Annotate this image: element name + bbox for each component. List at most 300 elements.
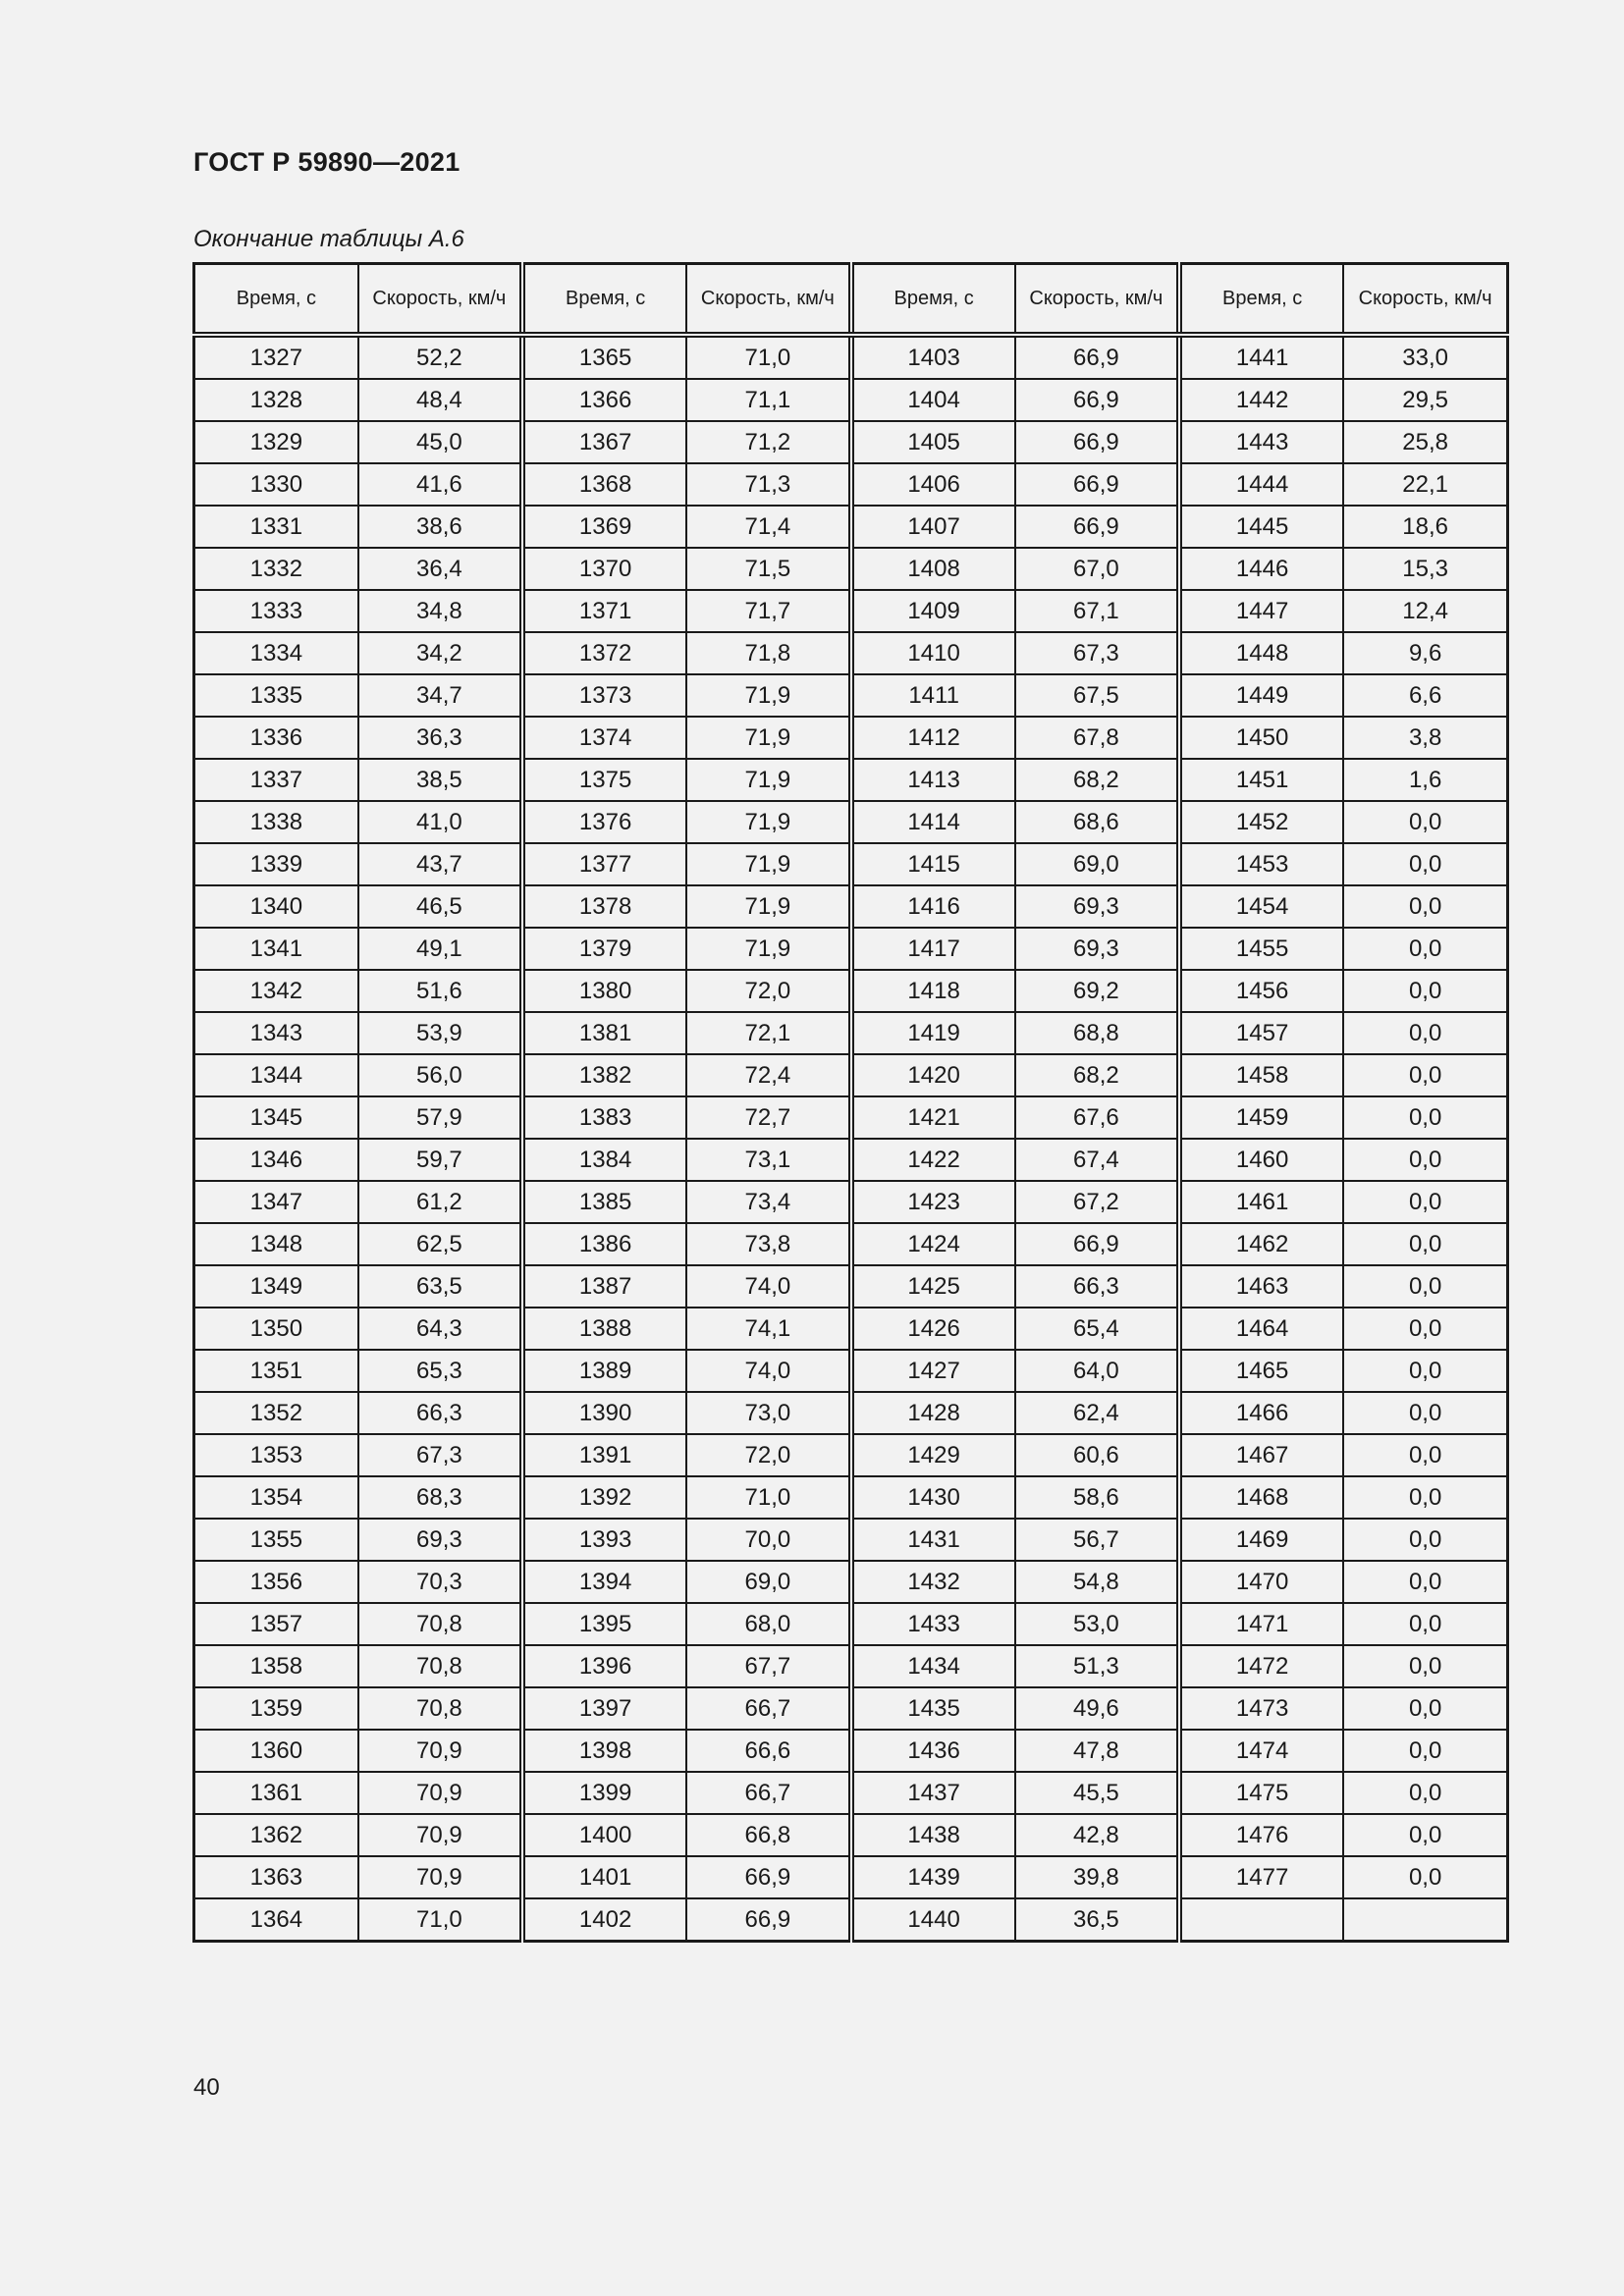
- time-cell: 1327: [194, 335, 358, 379]
- time-cell: 1465: [1179, 1350, 1343, 1392]
- time-speed-table: [192, 262, 1509, 1943]
- time-cell: 1452: [1179, 801, 1343, 843]
- time-cell: 1448: [1179, 632, 1343, 674]
- time-cell: 1405: [851, 421, 1015, 463]
- time-cell: 1411: [851, 674, 1015, 717]
- table-row: [194, 1730, 1508, 1772]
- time-cell: 1350: [194, 1308, 358, 1350]
- table-row: [194, 801, 1508, 843]
- time-cell: 1392: [522, 1476, 686, 1519]
- speed-cell: 67,1: [1015, 590, 1179, 632]
- speed-cell: 66,7: [686, 1772, 850, 1814]
- speed-cell: 0,0: [1343, 843, 1507, 885]
- header-time: Время, с: [522, 264, 686, 336]
- table-row: [194, 1350, 1508, 1392]
- speed-cell: 69,3: [1015, 928, 1179, 970]
- time-cell: 1398: [522, 1730, 686, 1772]
- speed-cell: 71,2: [686, 421, 850, 463]
- speed-cell: 0,0: [1343, 1730, 1507, 1772]
- speed-cell: 66,9: [686, 1856, 850, 1898]
- time-cell: 1457: [1179, 1012, 1343, 1054]
- time-cell: 1377: [522, 843, 686, 885]
- speed-cell: 70,8: [358, 1603, 522, 1645]
- time-cell: 1455: [1179, 928, 1343, 970]
- time-cell: 1413: [851, 759, 1015, 801]
- time-cell: 1363: [194, 1856, 358, 1898]
- speed-cell: 0,0: [1343, 1603, 1507, 1645]
- speed-cell: 70,3: [358, 1561, 522, 1603]
- time-cell: 1369: [522, 506, 686, 548]
- time-cell: 1446: [1179, 548, 1343, 590]
- table-row: [194, 717, 1508, 759]
- time-cell: 1385: [522, 1181, 686, 1223]
- table-row: [194, 1054, 1508, 1096]
- speed-cell: 36,4: [358, 548, 522, 590]
- speed-cell: 70,8: [358, 1645, 522, 1687]
- time-cell: 1428: [851, 1392, 1015, 1434]
- speed-cell: 62,5: [358, 1223, 522, 1265]
- speed-cell: 67,3: [358, 1434, 522, 1476]
- speed-cell: 71,9: [686, 843, 850, 885]
- speed-cell: 71,1: [686, 379, 850, 421]
- speed-cell: 34,2: [358, 632, 522, 674]
- time-cell: 1347: [194, 1181, 358, 1223]
- time-cell: 1461: [1179, 1181, 1343, 1223]
- speed-cell: 56,0: [358, 1054, 522, 1096]
- time-cell: 1470: [1179, 1561, 1343, 1603]
- time-cell: 1337: [194, 759, 358, 801]
- speed-cell: 9,6: [1343, 632, 1507, 674]
- speed-cell: 34,8: [358, 590, 522, 632]
- time-cell: 1376: [522, 801, 686, 843]
- time-cell: 1331: [194, 506, 358, 548]
- time-cell: 1429: [851, 1434, 1015, 1476]
- time-cell: 1414: [851, 801, 1015, 843]
- speed-cell: 36,5: [1015, 1898, 1179, 1942]
- time-cell: [1179, 1898, 1343, 1942]
- speed-cell: 68,6: [1015, 801, 1179, 843]
- speed-cell: 69,3: [358, 1519, 522, 1561]
- time-cell: 1362: [194, 1814, 358, 1856]
- table-row: [194, 632, 1508, 674]
- speed-cell: 70,8: [358, 1687, 522, 1730]
- time-cell: 1365: [522, 335, 686, 379]
- time-cell: 1439: [851, 1856, 1015, 1898]
- speed-cell: 0,0: [1343, 1265, 1507, 1308]
- time-cell: 1372: [522, 632, 686, 674]
- speed-cell: 66,8: [686, 1814, 850, 1856]
- time-cell: 1403: [851, 335, 1015, 379]
- time-cell: 1453: [1179, 843, 1343, 885]
- speed-cell: 67,5: [1015, 674, 1179, 717]
- time-cell: 1396: [522, 1645, 686, 1687]
- speed-cell: 0,0: [1343, 1814, 1507, 1856]
- speed-cell: 43,7: [358, 843, 522, 885]
- speed-cell: 0,0: [1343, 1181, 1507, 1223]
- time-cell: 1460: [1179, 1139, 1343, 1181]
- time-cell: 1475: [1179, 1772, 1343, 1814]
- speed-cell: 52,2: [358, 335, 522, 379]
- time-cell: 1333: [194, 590, 358, 632]
- speed-cell: 68,2: [1015, 759, 1179, 801]
- speed-cell: 12,4: [1343, 590, 1507, 632]
- time-cell: 1477: [1179, 1856, 1343, 1898]
- time-cell: 1431: [851, 1519, 1015, 1561]
- speed-cell: 65,3: [358, 1350, 522, 1392]
- time-cell: 1351: [194, 1350, 358, 1392]
- time-cell: 1476: [1179, 1814, 1343, 1856]
- speed-cell: 62,4: [1015, 1392, 1179, 1434]
- speed-cell: 0,0: [1343, 1096, 1507, 1139]
- speed-cell: 49,6: [1015, 1687, 1179, 1730]
- speed-cell: 71,9: [686, 674, 850, 717]
- speed-cell: 69,3: [1015, 885, 1179, 928]
- time-cell: 1424: [851, 1223, 1015, 1265]
- speed-cell: 66,9: [1015, 335, 1179, 379]
- time-cell: 1437: [851, 1772, 1015, 1814]
- table-row: [194, 506, 1508, 548]
- table-row: [194, 1096, 1508, 1139]
- time-cell: 1464: [1179, 1308, 1343, 1350]
- time-cell: 1367: [522, 421, 686, 463]
- speed-cell: 0,0: [1343, 1645, 1507, 1687]
- time-cell: 1383: [522, 1096, 686, 1139]
- time-cell: 1458: [1179, 1054, 1343, 1096]
- table-row: [194, 1856, 1508, 1898]
- time-cell: 1339: [194, 843, 358, 885]
- time-cell: 1394: [522, 1561, 686, 1603]
- time-cell: 1328: [194, 379, 358, 421]
- table-row: [194, 928, 1508, 970]
- time-cell: 1352: [194, 1392, 358, 1434]
- time-cell: 1422: [851, 1139, 1015, 1181]
- time-cell: 1436: [851, 1730, 1015, 1772]
- time-cell: 1366: [522, 379, 686, 421]
- time-cell: 1473: [1179, 1687, 1343, 1730]
- table-body: [194, 335, 1508, 1942]
- table-row: [194, 548, 1508, 590]
- time-cell: 1380: [522, 970, 686, 1012]
- speed-cell: 6,6: [1343, 674, 1507, 717]
- time-cell: 1445: [1179, 506, 1343, 548]
- time-cell: 1371: [522, 590, 686, 632]
- time-cell: 1462: [1179, 1223, 1343, 1265]
- time-cell: 1332: [194, 548, 358, 590]
- speed-cell: 64,0: [1015, 1350, 1179, 1392]
- speed-cell: 25,8: [1343, 421, 1507, 463]
- header-row: [194, 264, 1508, 336]
- time-cell: 1440: [851, 1898, 1015, 1942]
- speed-cell: 38,5: [358, 759, 522, 801]
- table-row: [194, 1814, 1508, 1856]
- speed-cell: 0,0: [1343, 970, 1507, 1012]
- time-cell: 1378: [522, 885, 686, 928]
- speed-cell: 41,0: [358, 801, 522, 843]
- table-row: [194, 674, 1508, 717]
- speed-cell: 68,8: [1015, 1012, 1179, 1054]
- time-cell: 1408: [851, 548, 1015, 590]
- speed-cell: 74,1: [686, 1308, 850, 1350]
- time-cell: 1381: [522, 1012, 686, 1054]
- speed-cell: 66,9: [1015, 379, 1179, 421]
- speed-cell: 0,0: [1343, 801, 1507, 843]
- table-caption: Окончание таблицы А.6: [193, 226, 464, 252]
- speed-cell: 0,0: [1343, 1012, 1507, 1054]
- speed-cell: 66,9: [1015, 1223, 1179, 1265]
- speed-cell: 33,0: [1343, 335, 1507, 379]
- speed-cell: 70,9: [358, 1814, 522, 1856]
- speed-cell: 73,8: [686, 1223, 850, 1265]
- speed-cell: 66,9: [686, 1898, 850, 1942]
- time-cell: 1404: [851, 379, 1015, 421]
- speed-cell: 0,0: [1343, 1223, 1507, 1265]
- speed-cell: 71,9: [686, 759, 850, 801]
- speed-cell: 71,9: [686, 928, 850, 970]
- speed-cell: 0,0: [1343, 1392, 1507, 1434]
- time-cell: 1357: [194, 1603, 358, 1645]
- table-row: [194, 1519, 1508, 1561]
- time-cell: 1471: [1179, 1603, 1343, 1645]
- speed-cell: 67,8: [1015, 717, 1179, 759]
- speed-cell: 45,5: [1015, 1772, 1179, 1814]
- table-row: [194, 1223, 1508, 1265]
- speed-cell: 58,6: [1015, 1476, 1179, 1519]
- time-cell: 1434: [851, 1645, 1015, 1687]
- speed-cell: 71,7: [686, 590, 850, 632]
- speed-cell: 45,0: [358, 421, 522, 463]
- speed-cell: 0,0: [1343, 1350, 1507, 1392]
- speed-cell: 68,2: [1015, 1054, 1179, 1096]
- table-row: [194, 421, 1508, 463]
- time-cell: 1433: [851, 1603, 1015, 1645]
- time-cell: 1442: [1179, 379, 1343, 421]
- speed-cell: 68,0: [686, 1603, 850, 1645]
- speed-cell: 54,8: [1015, 1561, 1179, 1603]
- time-cell: 1349: [194, 1265, 358, 1308]
- speed-cell: 69,0: [1015, 843, 1179, 885]
- time-cell: 1382: [522, 1054, 686, 1096]
- table-row: [194, 759, 1508, 801]
- speed-cell: 73,4: [686, 1181, 850, 1223]
- time-cell: 1399: [522, 1772, 686, 1814]
- speed-cell: 0,0: [1343, 1772, 1507, 1814]
- speed-cell: 47,8: [1015, 1730, 1179, 1772]
- time-cell: 1375: [522, 759, 686, 801]
- speed-cell: 70,9: [358, 1856, 522, 1898]
- table-row: [194, 885, 1508, 928]
- table-row: [194, 1898, 1508, 1942]
- document-header: ГОСТ Р 59890—2021: [193, 147, 460, 177]
- speed-cell: 66,6: [686, 1730, 850, 1772]
- time-cell: 1329: [194, 421, 358, 463]
- time-cell: 1459: [1179, 1096, 1343, 1139]
- speed-cell: 71,9: [686, 801, 850, 843]
- time-cell: 1425: [851, 1265, 1015, 1308]
- speed-cell: 72,0: [686, 1434, 850, 1476]
- time-cell: 1456: [1179, 970, 1343, 1012]
- time-cell: 1468: [1179, 1476, 1343, 1519]
- table-row: [194, 1265, 1508, 1308]
- table-header: [194, 264, 1508, 336]
- table-row: [194, 590, 1508, 632]
- table-row: [194, 970, 1508, 1012]
- speed-cell: 71,0: [686, 335, 850, 379]
- speed-cell: 65,4: [1015, 1308, 1179, 1350]
- speed-cell: 66,9: [1015, 506, 1179, 548]
- speed-cell: 53,9: [358, 1012, 522, 1054]
- table-row: [194, 463, 1508, 506]
- time-cell: 1330: [194, 463, 358, 506]
- time-cell: 1348: [194, 1223, 358, 1265]
- time-cell: 1391: [522, 1434, 686, 1476]
- speed-cell: 72,7: [686, 1096, 850, 1139]
- time-cell: 1415: [851, 843, 1015, 885]
- time-cell: 1345: [194, 1096, 358, 1139]
- time-cell: 1423: [851, 1181, 1015, 1223]
- speed-cell: 34,7: [358, 674, 522, 717]
- speed-cell: 0,0: [1343, 1687, 1507, 1730]
- time-cell: 1474: [1179, 1730, 1343, 1772]
- table-row: [194, 1476, 1508, 1519]
- speed-cell: 71,3: [686, 463, 850, 506]
- time-cell: 1368: [522, 463, 686, 506]
- header-speed: Скорость, км/ч: [1015, 264, 1179, 336]
- speed-cell: 69,2: [1015, 970, 1179, 1012]
- header-time: Время, с: [194, 264, 358, 336]
- speed-cell: 0,0: [1343, 1434, 1507, 1476]
- time-cell: 1444: [1179, 463, 1343, 506]
- time-cell: 1341: [194, 928, 358, 970]
- time-cell: 1400: [522, 1814, 686, 1856]
- speed-cell: 74,0: [686, 1350, 850, 1392]
- speed-cell: 71,8: [686, 632, 850, 674]
- table-row: [194, 843, 1508, 885]
- speed-cell: 0,0: [1343, 885, 1507, 928]
- speed-cell: 0,0: [1343, 1856, 1507, 1898]
- time-cell: 1356: [194, 1561, 358, 1603]
- speed-cell: 66,3: [358, 1392, 522, 1434]
- time-cell: 1418: [851, 970, 1015, 1012]
- time-cell: 1454: [1179, 885, 1343, 928]
- time-cell: 1379: [522, 928, 686, 970]
- speed-cell: 73,1: [686, 1139, 850, 1181]
- time-cell: 1441: [1179, 335, 1343, 379]
- time-cell: 1466: [1179, 1392, 1343, 1434]
- speed-cell: 67,3: [1015, 632, 1179, 674]
- page-number: 40: [193, 2074, 220, 2101]
- time-cell: 1426: [851, 1308, 1015, 1350]
- header-time: Время, с: [1179, 264, 1343, 336]
- time-cell: 1354: [194, 1476, 358, 1519]
- time-cell: 1386: [522, 1223, 686, 1265]
- speed-cell: 48,4: [358, 379, 522, 421]
- time-cell: 1430: [851, 1476, 1015, 1519]
- time-cell: 1419: [851, 1012, 1015, 1054]
- time-cell: 1336: [194, 717, 358, 759]
- time-cell: 1420: [851, 1054, 1015, 1096]
- speed-cell: 18,6: [1343, 506, 1507, 548]
- table-row: [194, 1772, 1508, 1814]
- speed-cell: 0,0: [1343, 928, 1507, 970]
- time-cell: 1410: [851, 632, 1015, 674]
- time-cell: 1355: [194, 1519, 358, 1561]
- time-cell: 1449: [1179, 674, 1343, 717]
- speed-cell: 0,0: [1343, 1139, 1507, 1181]
- speed-cell: 66,7: [686, 1687, 850, 1730]
- time-cell: 1443: [1179, 421, 1343, 463]
- speed-cell: 70,0: [686, 1519, 850, 1561]
- speed-cell: 71,9: [686, 885, 850, 928]
- time-cell: 1395: [522, 1603, 686, 1645]
- time-cell: 1340: [194, 885, 358, 928]
- table-row: [194, 1012, 1508, 1054]
- speed-cell: 61,2: [358, 1181, 522, 1223]
- table-row: [194, 1603, 1508, 1645]
- speed-cell: 56,7: [1015, 1519, 1179, 1561]
- table-row: [194, 1434, 1508, 1476]
- table-row: [194, 1308, 1508, 1350]
- time-cell: 1450: [1179, 717, 1343, 759]
- speed-cell: 53,0: [1015, 1603, 1179, 1645]
- time-cell: 1438: [851, 1814, 1015, 1856]
- time-cell: 1364: [194, 1898, 358, 1942]
- table-row: [194, 1645, 1508, 1687]
- speed-cell: 0,0: [1343, 1561, 1507, 1603]
- time-cell: 1407: [851, 506, 1015, 548]
- speed-cell: 0,0: [1343, 1476, 1507, 1519]
- time-cell: 1393: [522, 1519, 686, 1561]
- table-row: [194, 1392, 1508, 1434]
- time-cell: 1373: [522, 674, 686, 717]
- time-cell: 1384: [522, 1139, 686, 1181]
- speed-cell: 71,5: [686, 548, 850, 590]
- time-cell: 1427: [851, 1350, 1015, 1392]
- time-cell: 1451: [1179, 759, 1343, 801]
- speed-cell: 57,9: [358, 1096, 522, 1139]
- time-cell: 1390: [522, 1392, 686, 1434]
- table-row: [194, 379, 1508, 421]
- table-row: [194, 335, 1508, 379]
- speed-cell: 67,4: [1015, 1139, 1179, 1181]
- speed-cell: 64,3: [358, 1308, 522, 1350]
- speed-cell: 74,0: [686, 1265, 850, 1308]
- speed-cell: [1343, 1898, 1507, 1942]
- speed-cell: 71,4: [686, 506, 850, 548]
- time-cell: 1342: [194, 970, 358, 1012]
- time-cell: 1469: [1179, 1519, 1343, 1561]
- time-cell: 1389: [522, 1350, 686, 1392]
- speed-cell: 72,4: [686, 1054, 850, 1096]
- speed-cell: 0,0: [1343, 1054, 1507, 1096]
- speed-cell: 70,9: [358, 1730, 522, 1772]
- time-cell: 1472: [1179, 1645, 1343, 1687]
- speed-cell: 72,0: [686, 970, 850, 1012]
- time-cell: 1374: [522, 717, 686, 759]
- time-cell: 1353: [194, 1434, 358, 1476]
- header-speed: Скорость, км/ч: [358, 264, 522, 336]
- time-cell: 1435: [851, 1687, 1015, 1730]
- speed-cell: 69,0: [686, 1561, 850, 1603]
- speed-cell: 68,3: [358, 1476, 522, 1519]
- time-cell: 1387: [522, 1265, 686, 1308]
- time-cell: 1447: [1179, 590, 1343, 632]
- time-cell: 1417: [851, 928, 1015, 970]
- time-cell: 1361: [194, 1772, 358, 1814]
- speed-cell: 36,3: [358, 717, 522, 759]
- table-row: [194, 1687, 1508, 1730]
- time-cell: 1406: [851, 463, 1015, 506]
- speed-cell: 59,7: [358, 1139, 522, 1181]
